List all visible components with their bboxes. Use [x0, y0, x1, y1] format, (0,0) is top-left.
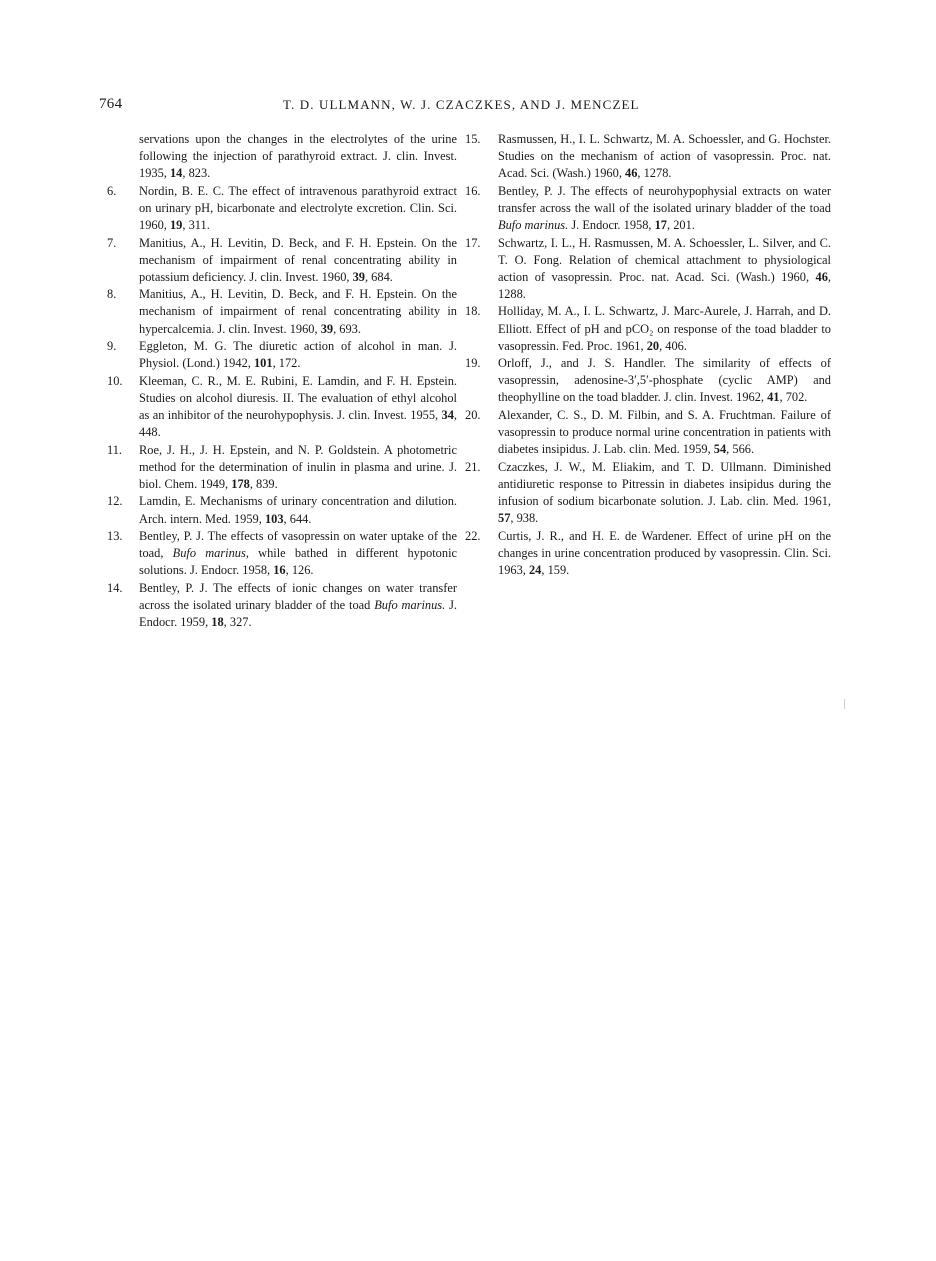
- species-name: Bufo marinus.: [498, 217, 569, 232]
- volume-number: 41: [767, 390, 780, 405]
- references-right-column: [465, 131, 831, 579]
- reference-text: , 938.: [510, 511, 539, 526]
- reference-entry: [107, 235, 457, 286]
- reference-number: 10.: [107, 373, 123, 388]
- volume-number: 46: [625, 166, 638, 181]
- reference-text: Curtis, J. R., and H. E. de Wardener. Effect of urine pH on the changes in urine concentration produced by vasopressin. Clin. Sci. 1963,: [498, 528, 831, 577]
- reference-entry: [465, 131, 831, 182]
- volume-number: 24: [528, 562, 542, 577]
- reference-text: , 693.: [333, 321, 361, 336]
- reference-text: Rasmussen, H., I. L. Schwartz, M. A. Schoessler, and G. Hochster. Studies on the mechanism of action of vasopressin. Proc. nat. Acad. Sci. (Wash.) 1960,: [498, 132, 831, 181]
- reference-entry: [107, 528, 458, 579]
- volume-number: 34: [441, 408, 454, 422]
- volume-number: 16: [273, 563, 286, 578]
- reference-entry: [107, 373, 457, 441]
- reference-text: , 201.: [667, 217, 695, 232]
- species-name: Bufo marinus.: [374, 598, 446, 613]
- reference-text: Holliday, M. A., I. L. Schwartz, J. Marc-Aurele, J. Harrah, and D. Elliott. Effect of pH and pCO₂ on response of the toad bladder to vasopressin. Fed. Proc. 1961,: [498, 304, 831, 353]
- reference-entry: [465, 528, 831, 579]
- reference-entry: [465, 235, 831, 303]
- reference-text: while bathed in different hypotonic solutions. J. Endocr. 1958,: [139, 546, 458, 578]
- reference-entry: [107, 286, 457, 337]
- reference-entry: [107, 580, 457, 631]
- reference-number: 7.: [107, 235, 117, 250]
- reference-text: J. Endocr. 1959,: [139, 598, 457, 630]
- reference-entry: [465, 407, 831, 458]
- reference-number: 6.: [107, 183, 117, 198]
- reference-text: , 566.: [726, 442, 755, 457]
- reference-number: 15.: [465, 132, 481, 146]
- margin-mark: [844, 699, 845, 709]
- reference-text: , 406.: [659, 338, 687, 353]
- references-left-column: [107, 131, 458, 631]
- reference-entry: [107, 183, 457, 234]
- volume-number: 14: [169, 166, 183, 181]
- reference-number: 12.: [107, 494, 123, 509]
- reference-number: 13.: [107, 529, 123, 544]
- reference-text: , 644.: [283, 511, 312, 526]
- running-head: T. D. ULLMANN, W. J. CZACZKES, AND J. MENCZEL: [283, 97, 640, 112]
- reference-entry: [465, 303, 831, 354]
- reference-text: Nordin, B. E. C. The effect of intravenous parathyroid extract on urinary pH, bicarbonate and electrolyte excretion. Clin. Sci. 1960,: [139, 183, 457, 232]
- reference-number: 20.: [465, 408, 481, 422]
- reference-entry: [107, 442, 457, 493]
- reference-text: Bentley, P. J. The effects of neurohypophysial extracts on water transfer across the wall of the isolated urinary bladder of the toad: [498, 183, 831, 215]
- reference-entry: [465, 183, 831, 234]
- reference-text: servations upon the changes in the electrolytes of the urine following the injection of parathyroid extract. J. clin. Invest. 1935,: [139, 132, 457, 181]
- reference-text: , 327.: [223, 615, 252, 630]
- reference-text: Bentley, P. J. The effects of ionic changes on water transfer across the isolated urinary bladder of the toad: [139, 580, 457, 613]
- reference-entry: [465, 355, 831, 406]
- reference-text: Orloff, J., and J. S. Handler. The similarity of effects of vasopressin, adenosine-3′,5′-phosphate (cyclic AMP) and theophylline on the toad bladder. J. clin. Invest. 1962,: [498, 356, 831, 405]
- reference-text: , 1288.: [498, 269, 831, 301]
- reference-text: , 684.: [364, 269, 393, 284]
- reference-number: 16.: [465, 183, 481, 198]
- volume-number: 54: [713, 442, 727, 457]
- reference-entry: [107, 493, 457, 527]
- volume-number: 178: [231, 476, 250, 491]
- reference-entry: [465, 459, 831, 527]
- reference-entry: [107, 338, 457, 372]
- reference-number: 8.: [107, 287, 117, 302]
- reference-number: 14.: [107, 580, 123, 595]
- reference-text: , 311.: [182, 217, 210, 232]
- reference-number: 11.: [107, 442, 123, 457]
- volume-number: 17: [654, 217, 667, 232]
- reference-number: 19.: [465, 356, 481, 371]
- reference-text: Manitius, A., H. Levitin, D. Beck, and F. H. Epstein. On the mechanism of impairment of renal concentrating ability in hypercalcemia. J. clin. Invest. 1960,: [139, 287, 457, 336]
- reference-text: Alexander, C. S., D. M. Filbin, and S. A. Fruchtman. Failure of vasopressin to produce normal urine concentration in patients with diabetes insipidus. J. Lab. clin. Med. 1959,: [498, 408, 831, 457]
- volume-number: 18: [211, 615, 224, 630]
- reference-text: Schwartz, I. L., H. Rasmussen, M. A. Schoessler, L. Silver, and C. T. O. Fong. Relation of chemical attachment to physiological action of vasopressin. Proc. nat. Acad. Sci. (Wash.) 1960,: [498, 235, 831, 284]
- volume-number: 19: [169, 217, 183, 232]
- reference-text: Bentley, P. J. The effects of vasopressin on water uptake of the toad,: [139, 529, 457, 561]
- reference-number: 22.: [465, 528, 481, 543]
- reference-text: , 702.: [779, 390, 808, 405]
- reference-text: , 448.: [139, 408, 457, 440]
- reference-text: Lamdin, E. Mechanisms of urinary concentration and dilution. Arch. intern. Med. 1959,: [139, 494, 457, 526]
- reference-text: Eggleton, M. G. The diuretic action of alcohol in man. J. Physiol. (Lond.) 1942,: [139, 339, 457, 371]
- reference-text: , 159.: [541, 562, 570, 577]
- volume-number: 103: [264, 511, 284, 526]
- volume-number: 39: [352, 269, 365, 284]
- reference-text: , 823.: [182, 166, 211, 181]
- volume-number: 20: [646, 338, 660, 353]
- reference-number: 17.: [465, 235, 481, 250]
- page-number: 764: [99, 96, 123, 112]
- reference-text: , 1278.: [637, 166, 672, 181]
- reference-text: Roe, J. H., J. H. Epstein, and N. P. Goldstein. A photometric method for the determination of inulin in plasma and urine. J. biol. Chem. 1949,: [139, 442, 457, 491]
- species-name: Bufo marinus,: [172, 546, 249, 561]
- volume-number: 101: [253, 356, 273, 371]
- reference-text: , 839.: [249, 476, 278, 491]
- reference-number: 9.: [107, 339, 117, 354]
- reference-text: , 126.: [285, 563, 314, 578]
- volume-number: 57: [498, 511, 511, 526]
- reference-text: Czaczkes, J. W., M. Eliakim, and T. D. Ullmann. Diminished antidiuretic response to Pitressin in diabetes insipidus during the infusion of sodium bicarbonate solution. J. Lab. clin. Med. 1961,: [498, 459, 831, 508]
- reference-text: J. Endocr. 1958,: [568, 217, 655, 232]
- reference-entry: [123, 131, 457, 182]
- reference-text: Manitius, A., H. Levitin, D. Beck, and F. H. Epstein. On the mechanism of impairment of renal concentrating ability in potassium deficiency. J. clin. Invest. 1960,: [139, 235, 457, 284]
- reference-number: 21.: [465, 459, 481, 474]
- reference-text: , 172.: [272, 356, 301, 371]
- reference-number: 18.: [465, 304, 481, 319]
- volume-number: 46: [815, 269, 828, 284]
- volume-number: 39: [320, 321, 334, 336]
- reference-text: Kleeman, C. R., M. E. Rubini, E. Lamdin, and F. H. Epstein. Studies on alcohol diuresis. II. The evaluation of ethyl alcohol as an inhibitor of the neurohypophysis. J. clin. Invest. 1955,: [139, 373, 457, 422]
